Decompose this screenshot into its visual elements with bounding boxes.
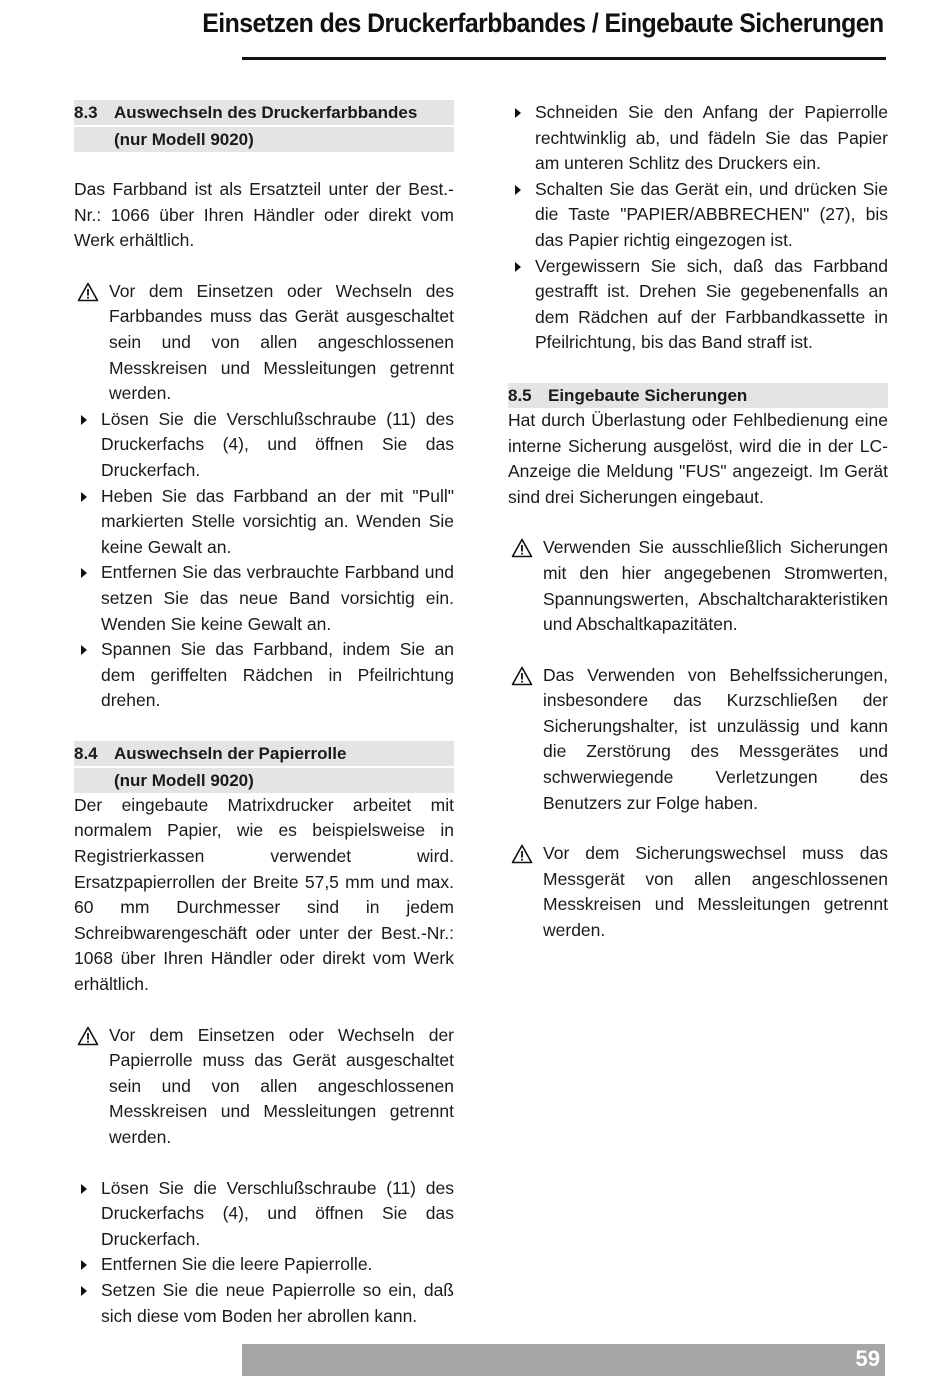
step-text: Lösen Sie die Verschlußschraube (11) des Druckerfachs (4), und öffnen Sie das Druckerfach. [101, 408, 454, 480]
left-column [74, 100, 454, 1329]
warning-icon [77, 1026, 99, 1046]
step-text: Entfernen Sie die leere Papierrolle. [101, 1254, 373, 1275]
warning-note [508, 663, 888, 817]
section-8-3-heading [74, 100, 454, 125]
step-text: Heben Sie das Farbband an der mit "Pull" markierten Stelle vorsichtig an. Wenden Sie keine Gewalt an. [101, 485, 454, 557]
list-item [74, 560, 454, 637]
section-title: Auswechseln der Papierrolle [114, 743, 347, 763]
triangle-bullet-icon [80, 645, 88, 655]
section-8-4-heading [74, 741, 454, 766]
triangle-bullet-icon [514, 262, 522, 272]
triangle-bullet-icon [80, 1184, 88, 1194]
list-item [508, 100, 888, 177]
warning-note [74, 279, 454, 407]
section-8-5-heading [508, 383, 888, 408]
step-text: Schneiden Sie den Anfang der Papierrolle rechtwinklig ab, und fädeln Sie das Papier am unteren Schlitz des Druckers ein. [535, 102, 888, 174]
list-item [74, 637, 454, 714]
triangle-bullet-icon [80, 492, 88, 502]
list-item [74, 407, 454, 484]
warning-icon [511, 538, 533, 558]
right-column [508, 100, 888, 944]
section-8-4-intro: Der eingebaute Matrixdrucker arbeitet mit normalem Papier, wie es beispielsweise in Registrierkassen verwendet wird. Ersatzpapierrollen der Breite 57,5 mm und max. 60 mm Durchmesser sind in jedem Schreibwarengeschäft oder unter der Best.-Nr.: 1068 über Ihren Händler oder direkt vom Werk erhältlich. [74, 794, 454, 995]
section-number: 8.5 [508, 385, 532, 405]
step-text: Vergewissern Sie sich, daß das Farbband gestrafft ist. Drehen Sie gegebenenfalls an dem Rädchen auf der Farbbandkassette in Pfeilrichtung, bis das Band straff ist. [535, 255, 888, 353]
section-subtitle: (nur Modell 9020) [114, 770, 254, 790]
list-item [508, 177, 888, 254]
section-8-3-intro: Das Farbband ist als Ersatzteil unter der Best.-Nr.: 1066 über Ihren Händler oder direkt vom Werk erhältlich. [74, 179, 454, 251]
section-title: Eingebaute Sicherungen [548, 385, 748, 405]
section-8-5-intro: Hat durch Überlastung oder Fehlbedienung eine interne Sicherung ausgelöst, wird die in der LC-Anzeige die Meldung "FUS" angezeigt. Im Gerät sind drei Sicherungen eingebaut. [508, 409, 888, 507]
warning-icon [511, 844, 533, 864]
warning-icon [511, 666, 533, 686]
triangle-bullet-icon [80, 415, 88, 425]
warning-note [74, 1023, 454, 1151]
list-item [74, 1278, 454, 1329]
warning-text: Vor dem Sicherungswechsel muss das Messgerät von allen angeschlossenen Messkreisen und Messleitungen getrennt werden. [543, 843, 888, 941]
list-item [74, 1252, 454, 1278]
warning-icon [77, 282, 99, 302]
section-number: 8.4 [74, 743, 98, 763]
step-text: Entfernen Sie das verbrauchte Farbband und setzen Sie das neue Band vorsichtig ein. Wenden Sie keine Gewalt an. [101, 562, 454, 634]
step-text: Schalten Sie das Gerät ein, und drücken Sie die Taste "PAPIER/ABBRECHEN" (27), bis das Papier richtig eingezogen ist. [535, 178, 888, 250]
section-title: Auswechseln des Druckerfarbbandes [114, 103, 418, 122]
warning-note [508, 535, 888, 637]
page-title: Einsetzen des Druckerfarbbandes / Eingebaute Sicherungen [202, 8, 884, 38]
triangle-bullet-icon [80, 1260, 88, 1270]
triangle-bullet-icon [80, 1286, 88, 1296]
section-subtitle: (nur Modell 9020) [114, 130, 254, 149]
section-number: 8.3 [74, 103, 98, 122]
list-item [508, 254, 888, 356]
triangle-bullet-icon [514, 185, 522, 195]
triangle-bullet-icon [514, 108, 522, 118]
page-number: 59 [855, 1346, 880, 1371]
title-rule [242, 57, 886, 60]
section-8-4-subheading [74, 768, 454, 793]
step-text: Setzen Sie die neue Papierrolle so ein, daß sich diese vom Boden her abrollen kann. [101, 1279, 454, 1326]
triangle-bullet-icon [80, 568, 88, 578]
list-item [74, 484, 454, 561]
warning-note [508, 841, 888, 943]
warning-text: Vor dem Einsetzen oder Wechseln des Farbbandes muss das Gerät ausgeschaltet sein und von allen angeschlossenen Messkreisen und Messleitungen getrennt werden. [109, 280, 454, 404]
list-item [74, 1176, 454, 1253]
warning-text: Vor dem Einsetzen oder Wechseln der Papierrolle muss das Gerät ausgeschaltet sein und von allen angeschlossenen Messkreisen und Messleitungen getrennt werden. [109, 1024, 454, 1147]
warning-text: Verwenden Sie ausschließlich Sicherungen mit den hier angegebenen Stromwerten, Spannungswerten, Abschaltcharakteristiken und Abschaltkapazitäten. [543, 537, 888, 635]
footer-bar [242, 1344, 885, 1376]
warning-text: Das Verwenden von Behelfssicherungen, insbesondere das Kurzschließen der Sicherungshalter, ist unzulässig und kann die Zerstörung des Messgerätes und schwerwiegende Verletzungen des Benutzers zur Folge haben. [543, 664, 888, 813]
step-text: Spannen Sie das Farbband, indem Sie an dem geriffelten Rädchen in Pfeilrichtung drehen. [101, 639, 454, 711]
section-8-3-subheading [74, 127, 454, 152]
step-text: Lösen Sie die Verschlußschraube (11) des Druckerfachs (4), und öffnen Sie das Druckerfach. [101, 1177, 454, 1249]
